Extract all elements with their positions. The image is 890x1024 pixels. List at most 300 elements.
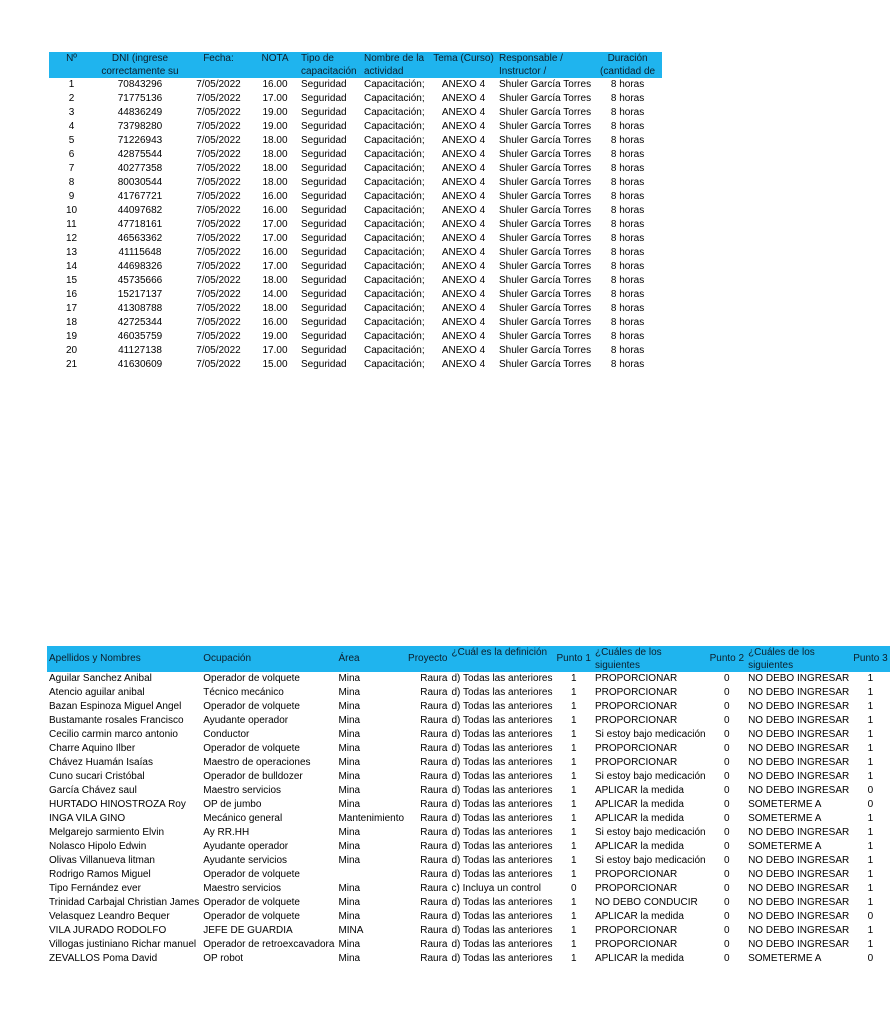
evaluation-table bbox=[47, 646, 890, 966]
evaluation-cell: Ayudante operador bbox=[203, 841, 289, 852]
attendance-cell: 44097682 bbox=[117, 205, 163, 216]
attendance-cell: Capacitación; bbox=[364, 303, 425, 314]
attendance-cell: 8 horas bbox=[610, 191, 645, 202]
evaluation-cell: d) Todas las anteriores bbox=[451, 841, 553, 852]
evaluation-row bbox=[47, 854, 890, 868]
evaluation-cell: Raura bbox=[420, 715, 448, 726]
evaluation-cell: APLICAR la medida bbox=[594, 911, 684, 922]
evaluation-cell: NO DEBO INGRESAR bbox=[748, 939, 850, 950]
evaluation-cell: d) Todas las anteriores bbox=[451, 715, 553, 726]
evaluation-cell: 1 bbox=[867, 757, 874, 768]
attendance-cell: Seguridad bbox=[301, 359, 347, 370]
attendance-cell: Shuler García Torres bbox=[499, 247, 592, 258]
attendance-cell: ANEXO 4 bbox=[441, 317, 486, 328]
evaluation-cell: Mina bbox=[338, 911, 361, 922]
attendance-cell: Capacitación; bbox=[364, 79, 425, 90]
attendance-cell: ANEXO 4 bbox=[441, 205, 486, 216]
evaluation-cell: NO DEBO INGRESAR bbox=[748, 827, 850, 838]
attendance-header-cell: Duración (cantidad de bbox=[593, 52, 662, 78]
attendance-row bbox=[49, 344, 662, 358]
evaluation-cell: Mantenimiento bbox=[338, 813, 405, 824]
attendance-cell: 18.00 bbox=[262, 149, 288, 160]
attendance-cell: 7/05/2022 bbox=[196, 359, 241, 370]
evaluation-cell: Mina bbox=[338, 799, 361, 810]
evaluation-cell: 0 bbox=[724, 925, 730, 936]
evaluation-cell: Mina bbox=[338, 715, 361, 726]
evaluation-row bbox=[47, 672, 890, 686]
evaluation-cell: Rodrigo Ramos Miguel bbox=[49, 869, 151, 880]
attendance-cell: Shuler García Torres bbox=[499, 289, 592, 300]
evaluation-cell: 1 bbox=[867, 869, 874, 880]
evaluation-header-cell: ¿Cuáles de los siguientes bbox=[593, 646, 708, 672]
evaluation-cell: 0 bbox=[724, 743, 730, 754]
attendance-cell: 8 horas bbox=[610, 149, 645, 160]
evaluation-cell: d) Todas las anteriores bbox=[451, 785, 553, 796]
evaluation-cell: 1 bbox=[570, 953, 577, 964]
evaluation-cell: 1 bbox=[570, 799, 577, 810]
evaluation-cell: 0 bbox=[724, 869, 730, 880]
evaluation-cell: PROPORCIONAR bbox=[594, 939, 678, 950]
attendance-cell: 6 bbox=[68, 149, 75, 160]
evaluation-cell: d) Todas las anteriores bbox=[451, 827, 553, 838]
evaluation-cell: Técnico mecánico bbox=[203, 687, 284, 698]
evaluation-cell: Raura bbox=[420, 813, 448, 824]
evaluation-cell: Raura bbox=[420, 771, 448, 782]
evaluation-cell: Maestro servicios bbox=[203, 883, 282, 894]
attendance-row bbox=[49, 330, 662, 344]
evaluation-cell: Villogas justiniano Richar manuel bbox=[49, 939, 197, 950]
attendance-cell: 16.00 bbox=[262, 205, 288, 216]
attendance-cell: Shuler García Torres bbox=[499, 121, 592, 132]
evaluation-row bbox=[47, 840, 890, 854]
attendance-cell: Capacitación; bbox=[364, 163, 425, 174]
attendance-cell: Capacitación; bbox=[364, 107, 425, 118]
attendance-cell: 21 bbox=[65, 359, 78, 370]
attendance-row bbox=[49, 162, 662, 176]
evaluation-row bbox=[47, 798, 890, 812]
attendance-cell: 15.00 bbox=[262, 359, 288, 370]
evaluation-cell: OP de jumbo bbox=[203, 799, 262, 810]
evaluation-cell: PROPORCIONAR bbox=[594, 701, 678, 712]
attendance-cell: Seguridad bbox=[301, 303, 347, 314]
evaluation-cell: Raura bbox=[420, 785, 448, 796]
evaluation-cell: Ay RR.HH bbox=[203, 827, 250, 838]
attendance-cell: Shuler García Torres bbox=[499, 191, 592, 202]
attendance-header-cell: Nº bbox=[49, 52, 94, 78]
attendance-row bbox=[49, 358, 662, 372]
evaluation-body bbox=[47, 672, 890, 966]
evaluation-row bbox=[47, 700, 890, 714]
attendance-cell: 71775136 bbox=[117, 93, 163, 104]
evaluation-cell: NO DEBO INGRESAR bbox=[748, 785, 850, 796]
attendance-cell: Capacitación; bbox=[364, 191, 425, 202]
attendance-cell: 17.00 bbox=[262, 233, 288, 244]
attendance-cell: 71226943 bbox=[117, 135, 163, 146]
attendance-cell: Seguridad bbox=[301, 177, 347, 188]
attendance-cell: Capacitación; bbox=[364, 345, 425, 356]
evaluation-cell: Cecilio carmin marco antonio bbox=[49, 729, 178, 740]
evaluation-cell: d) Todas las anteriores bbox=[451, 855, 553, 866]
evaluation-cell: 1 bbox=[570, 701, 577, 712]
attendance-cell: Capacitación; bbox=[364, 205, 425, 216]
attendance-cell: Capacitación; bbox=[364, 149, 425, 160]
evaluation-cell: SOMETERME A bbox=[748, 799, 822, 810]
attendance-cell: Seguridad bbox=[301, 317, 347, 328]
evaluation-cell: INGA VILA GINO bbox=[49, 813, 126, 824]
evaluation-cell: NO DEBO INGRESAR bbox=[748, 855, 850, 866]
evaluation-cell: Operador de volquete bbox=[203, 911, 300, 922]
attendance-header-cell: Tipo de capacitación bbox=[299, 52, 362, 78]
evaluation-cell: NO DEBO INGRESAR bbox=[748, 687, 850, 698]
attendance-cell: ANEXO 4 bbox=[441, 177, 486, 188]
evaluation-cell: 0 bbox=[724, 729, 730, 740]
evaluation-cell: 1 bbox=[867, 771, 874, 782]
attendance-cell: ANEXO 4 bbox=[441, 233, 486, 244]
attendance-cell: Seguridad bbox=[301, 191, 347, 202]
evaluation-cell: Raura bbox=[420, 855, 448, 866]
attendance-cell: 17 bbox=[65, 303, 78, 314]
evaluation-cell: Ayudante servicios bbox=[203, 855, 287, 866]
evaluation-cell: d) Todas las anteriores bbox=[451, 953, 553, 964]
evaluation-cell: Mina bbox=[338, 939, 361, 950]
attendance-cell: 8 horas bbox=[610, 79, 645, 90]
attendance-row bbox=[49, 316, 662, 330]
attendance-cell: 8 horas bbox=[610, 345, 645, 356]
evaluation-row bbox=[47, 896, 890, 910]
evaluation-cell: Mina bbox=[338, 841, 361, 852]
evaluation-row bbox=[47, 882, 890, 896]
attendance-cell: 47718161 bbox=[117, 219, 163, 230]
evaluation-cell: García Chávez saul bbox=[49, 785, 137, 796]
evaluation-header-cell: ¿Cuáles de los siguientes bbox=[746, 646, 851, 672]
attendance-cell: 7/05/2022 bbox=[196, 247, 241, 258]
attendance-header-cell: Fecha: bbox=[186, 52, 251, 78]
evaluation-cell: d) Todas las anteriores bbox=[451, 771, 553, 782]
attendance-cell: 7/05/2022 bbox=[196, 135, 241, 146]
attendance-cell: 8 horas bbox=[610, 107, 645, 118]
attendance-header-cell: Nombre de la actividad bbox=[362, 52, 430, 78]
attendance-row bbox=[49, 302, 662, 316]
evaluation-cell: Nolasco Hipolo Edwin bbox=[49, 841, 147, 852]
attendance-cell: 16.00 bbox=[262, 191, 288, 202]
attendance-cell: ANEXO 4 bbox=[441, 149, 486, 160]
attendance-row bbox=[49, 190, 662, 204]
evaluation-header-cell: Apellidos y Nombres bbox=[47, 646, 201, 672]
evaluation-cell: d) Todas las anteriores bbox=[451, 701, 553, 712]
attendance-cell: ANEXO 4 bbox=[441, 107, 486, 118]
evaluation-cell: Operador de retroexcavadora bbox=[203, 939, 335, 950]
evaluation-cell: Mina bbox=[338, 729, 361, 740]
attendance-row bbox=[49, 218, 662, 232]
attendance-row bbox=[49, 148, 662, 162]
attendance-row bbox=[49, 134, 662, 148]
attendance-cell: 7/05/2022 bbox=[196, 149, 241, 160]
evaluation-cell: NO DEBO CONDUCIR bbox=[594, 897, 698, 908]
evaluation-cell: NO DEBO INGRESAR bbox=[748, 897, 850, 908]
attendance-cell: ANEXO 4 bbox=[441, 219, 486, 230]
attendance-cell: ANEXO 4 bbox=[441, 359, 486, 370]
attendance-cell: 41308788 bbox=[117, 303, 163, 314]
evaluation-cell: d) Todas las anteriores bbox=[451, 757, 553, 768]
attendance-cell: 5 bbox=[68, 135, 75, 146]
evaluation-cell: d) Todas las anteriores bbox=[451, 673, 553, 684]
attendance-cell: 8 horas bbox=[610, 359, 645, 370]
attendance-cell: 19 bbox=[65, 331, 78, 342]
evaluation-header-cell: Punto 2 bbox=[708, 646, 746, 672]
attendance-cell: 41630609 bbox=[117, 359, 163, 370]
evaluation-cell: 1 bbox=[570, 771, 577, 782]
evaluation-row bbox=[47, 686, 890, 700]
attendance-cell: Capacitación; bbox=[364, 289, 425, 300]
attendance-row bbox=[49, 120, 662, 134]
attendance-cell: Shuler García Torres bbox=[499, 261, 592, 272]
attendance-cell: 44698326 bbox=[117, 261, 163, 272]
attendance-cell: Seguridad bbox=[301, 163, 347, 174]
attendance-cell: 17.00 bbox=[262, 261, 288, 272]
evaluation-cell: Melgarejo sarmiento Elvin bbox=[49, 827, 165, 838]
attendance-cell: 8 horas bbox=[610, 163, 645, 174]
evaluation-cell: Mina bbox=[338, 673, 361, 684]
evaluation-cell: Mina bbox=[338, 757, 361, 768]
evaluation-cell: Mina bbox=[338, 827, 361, 838]
evaluation-cell: 1 bbox=[867, 715, 874, 726]
evaluation-cell: SOMETERME A bbox=[748, 813, 822, 824]
evaluation-cell: Mina bbox=[338, 897, 361, 908]
evaluation-cell: 0 bbox=[724, 841, 730, 852]
attendance-cell: Capacitación; bbox=[364, 275, 425, 286]
attendance-cell: 16 bbox=[65, 289, 78, 300]
attendance-cell: 8 bbox=[68, 177, 75, 188]
evaluation-cell: VILA JURADO RODOLFO bbox=[49, 925, 167, 936]
evaluation-cell: PROPORCIONAR bbox=[594, 925, 678, 936]
evaluation-row bbox=[47, 868, 890, 882]
evaluation-cell: 1 bbox=[570, 729, 577, 740]
evaluation-cell: Bazan Espinoza Miguel Angel bbox=[49, 701, 182, 712]
evaluation-cell: PROPORCIONAR bbox=[594, 687, 678, 698]
attendance-cell: 19.00 bbox=[262, 121, 288, 132]
evaluation-cell: Raura bbox=[420, 869, 448, 880]
attendance-cell: ANEXO 4 bbox=[441, 247, 486, 258]
evaluation-cell: Raura bbox=[420, 757, 448, 768]
evaluation-cell: Ayudante operador bbox=[203, 715, 289, 726]
evaluation-cell: JEFE DE GUARDIA bbox=[203, 925, 293, 936]
evaluation-cell: Raura bbox=[420, 799, 448, 810]
attendance-cell: Seguridad bbox=[301, 79, 347, 90]
attendance-cell: 16.00 bbox=[262, 247, 288, 258]
attendance-cell: 8 horas bbox=[610, 317, 645, 328]
attendance-cell: Capacitación; bbox=[364, 219, 425, 230]
evaluation-cell: SOMETERME A bbox=[748, 953, 822, 964]
attendance-cell: Capacitación; bbox=[364, 233, 425, 244]
attendance-cell: Capacitación; bbox=[364, 317, 425, 328]
attendance-cell: 8 horas bbox=[610, 177, 645, 188]
attendance-cell: ANEXO 4 bbox=[441, 121, 486, 132]
evaluation-cell: d) Todas las anteriores bbox=[451, 897, 553, 908]
evaluation-cell: NO DEBO INGRESAR bbox=[748, 701, 850, 712]
evaluation-cell: Mina bbox=[338, 855, 361, 866]
evaluation-cell: 0 bbox=[724, 883, 730, 894]
attendance-cell: Capacitación; bbox=[364, 331, 425, 342]
evaluation-cell: 0 bbox=[724, 953, 730, 964]
evaluation-cell: 0 bbox=[724, 855, 730, 866]
attendance-cell: 16.00 bbox=[262, 79, 288, 90]
evaluation-cell: d) Todas las anteriores bbox=[451, 729, 553, 740]
attendance-cell: 3 bbox=[68, 107, 75, 118]
evaluation-cell: Si estoy bajo medicación bbox=[594, 771, 706, 782]
evaluation-cell: Operador de volquete bbox=[203, 673, 300, 684]
attendance-header-cell: Responsable / Instructor / bbox=[497, 52, 593, 78]
attendance-cell: 2 bbox=[68, 93, 75, 104]
attendance-cell: Shuler García Torres bbox=[499, 359, 592, 370]
evaluation-cell: 1 bbox=[570, 869, 577, 880]
attendance-cell: ANEXO 4 bbox=[441, 275, 486, 286]
evaluation-cell: 0 bbox=[724, 827, 730, 838]
attendance-header-cell: DNI (ingrese correctamente su bbox=[94, 52, 186, 78]
attendance-cell: Capacitación; bbox=[364, 359, 425, 370]
attendance-row bbox=[49, 260, 662, 274]
attendance-cell: 7/05/2022 bbox=[196, 261, 241, 272]
evaluation-cell: 1 bbox=[570, 827, 577, 838]
attendance-cell: 8 horas bbox=[610, 121, 645, 132]
evaluation-cell: NO DEBO INGRESAR bbox=[748, 771, 850, 782]
attendance-cell: 7 bbox=[68, 163, 75, 174]
attendance-cell: Capacitación; bbox=[364, 121, 425, 132]
attendance-cell: Shuler García Torres bbox=[499, 345, 592, 356]
evaluation-cell: Velasquez Leandro Bequer bbox=[49, 911, 170, 922]
evaluation-cell: PROPORCIONAR bbox=[594, 757, 678, 768]
evaluation-cell: NO DEBO INGRESAR bbox=[748, 869, 850, 880]
attendance-cell: 41115648 bbox=[118, 247, 162, 258]
evaluation-cell: PROPORCIONAR bbox=[594, 883, 678, 894]
attendance-cell: ANEXO 4 bbox=[441, 79, 486, 90]
attendance-row bbox=[49, 92, 662, 106]
attendance-cell: 7/05/2022 bbox=[196, 275, 241, 286]
evaluation-cell: APLICAR la medida bbox=[594, 799, 684, 810]
attendance-cell: 7/05/2022 bbox=[196, 107, 241, 118]
evaluation-cell: c) Incluya un control bbox=[451, 883, 541, 894]
attendance-cell: ANEXO 4 bbox=[441, 93, 486, 104]
evaluation-row bbox=[47, 826, 890, 840]
attendance-cell: 15 bbox=[65, 275, 78, 286]
evaluation-cell: Operador de volquete bbox=[203, 897, 300, 908]
attendance-row bbox=[49, 176, 662, 190]
evaluation-cell: 1 bbox=[570, 841, 577, 852]
attendance-header-cell: Tema (Curso) bbox=[430, 52, 497, 78]
attendance-cell: Seguridad bbox=[301, 261, 347, 272]
attendance-table bbox=[49, 52, 662, 372]
attendance-cell: Seguridad bbox=[301, 289, 347, 300]
evaluation-header-cell: Área bbox=[336, 646, 406, 672]
attendance-cell: Seguridad bbox=[301, 121, 347, 132]
attendance-cell: 10 bbox=[65, 205, 78, 216]
evaluation-cell: PROPORCIONAR bbox=[594, 869, 678, 880]
attendance-cell: 41767721 bbox=[117, 191, 163, 202]
attendance-cell: 42725344 bbox=[117, 317, 163, 328]
evaluation-cell: Mina bbox=[338, 701, 361, 712]
attendance-cell: 8 horas bbox=[610, 331, 645, 342]
evaluation-cell: 1 bbox=[570, 911, 577, 922]
attendance-cell: Shuler García Torres bbox=[499, 317, 592, 328]
attendance-body bbox=[49, 78, 662, 372]
evaluation-cell: APLICAR la medida bbox=[594, 785, 684, 796]
evaluation-cell: d) Todas las anteriores bbox=[451, 743, 553, 754]
evaluation-row bbox=[47, 756, 890, 770]
evaluation-cell: Raura bbox=[420, 673, 448, 684]
attendance-row bbox=[49, 78, 662, 92]
attendance-cell: 46563362 bbox=[117, 233, 163, 244]
evaluation-cell: Si estoy bajo medicación bbox=[594, 827, 706, 838]
attendance-cell: 13 bbox=[65, 247, 78, 258]
attendance-header-cell: NOTA bbox=[251, 52, 299, 78]
evaluation-cell: Mecánico general bbox=[203, 813, 283, 824]
evaluation-cell: Operador de volquete bbox=[203, 869, 300, 880]
attendance-cell: 9 bbox=[68, 191, 75, 202]
attendance-row bbox=[49, 274, 662, 288]
attendance-cell: 19.00 bbox=[262, 107, 288, 118]
evaluation-cell: Cuno sucari Cristóbal bbox=[49, 771, 145, 782]
evaluation-cell: 0 bbox=[724, 771, 730, 782]
attendance-cell: Seguridad bbox=[301, 93, 347, 104]
evaluation-header-cell: Proyecto bbox=[406, 646, 449, 672]
attendance-row bbox=[49, 232, 662, 246]
attendance-cell: 40277358 bbox=[117, 163, 163, 174]
attendance-cell: 18.00 bbox=[262, 177, 288, 188]
attendance-cell: Shuler García Torres bbox=[499, 163, 592, 174]
attendance-header-row bbox=[49, 52, 662, 78]
evaluation-cell: 0 bbox=[570, 883, 577, 894]
attendance-cell: Seguridad bbox=[301, 275, 347, 286]
attendance-cell: Shuler García Torres bbox=[499, 107, 592, 118]
attendance-cell: 7/05/2022 bbox=[196, 93, 241, 104]
attendance-cell: Capacitación; bbox=[364, 135, 425, 146]
evaluation-row bbox=[47, 784, 890, 798]
evaluation-cell: 1 bbox=[570, 715, 577, 726]
evaluation-cell: 0 bbox=[724, 687, 730, 698]
evaluation-cell: 0 bbox=[724, 673, 730, 684]
attendance-cell: ANEXO 4 bbox=[441, 345, 486, 356]
evaluation-cell: 0 bbox=[724, 757, 730, 768]
attendance-cell: 15217137 bbox=[117, 289, 163, 300]
evaluation-row bbox=[47, 910, 890, 924]
evaluation-cell: HURTADO HINOSTROZA Roy bbox=[49, 799, 186, 810]
attendance-cell: Shuler García Torres bbox=[499, 79, 592, 90]
evaluation-cell: 1 bbox=[867, 841, 874, 852]
evaluation-cell: 1 bbox=[867, 701, 874, 712]
evaluation-cell: PROPORCIONAR bbox=[594, 743, 678, 754]
attendance-cell: 7/05/2022 bbox=[196, 79, 241, 90]
evaluation-cell: Mina bbox=[338, 785, 361, 796]
attendance-cell: 18.00 bbox=[262, 303, 288, 314]
evaluation-cell: 1 bbox=[867, 939, 874, 950]
evaluation-cell: 0 bbox=[867, 953, 874, 964]
evaluation-cell: 1 bbox=[570, 757, 577, 768]
attendance-cell: 7/05/2022 bbox=[196, 289, 241, 300]
attendance-cell: Capacitación; bbox=[364, 261, 425, 272]
evaluation-cell: Mina bbox=[338, 771, 361, 782]
attendance-cell: 8 horas bbox=[610, 219, 645, 230]
evaluation-cell: 0 bbox=[867, 911, 874, 922]
attendance-cell: 42875544 bbox=[117, 149, 163, 160]
attendance-cell: 1 bbox=[68, 79, 75, 90]
evaluation-cell: 0 bbox=[724, 799, 730, 810]
evaluation-cell: 1 bbox=[570, 897, 577, 908]
evaluation-cell: 1 bbox=[867, 855, 874, 866]
evaluation-cell: 1 bbox=[867, 813, 874, 824]
attendance-cell: 18 bbox=[65, 317, 78, 328]
attendance-cell: Seguridad bbox=[301, 135, 347, 146]
attendance-cell: 45735666 bbox=[117, 275, 163, 286]
attendance-cell: 4 bbox=[68, 121, 75, 132]
